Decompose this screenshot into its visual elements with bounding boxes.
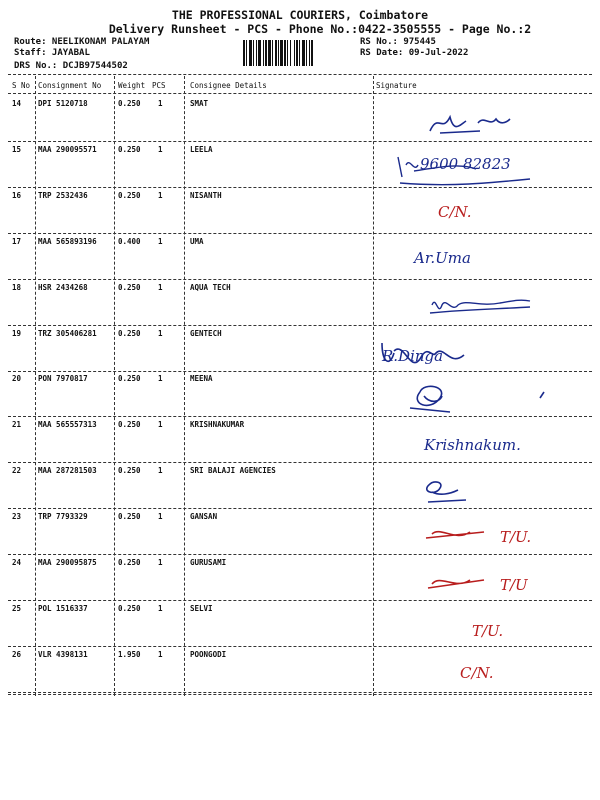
table-row: [0, 97, 600, 143]
row-divider: [8, 371, 592, 372]
row-divider: [8, 233, 592, 234]
row-pcs: 1: [158, 558, 163, 567]
staff-label: Staff: JAYABAL: [14, 48, 90, 58]
column-header-weight: Weight: [118, 81, 146, 90]
barcode-image: [243, 40, 353, 66]
row-consignment-no: MAA 290095571: [38, 144, 97, 154]
row-consignment-no: DPI 5120718: [38, 99, 88, 108]
row-consignee: UMA: [190, 236, 204, 246]
row-sno: 19: [12, 328, 22, 338]
table-row: [0, 189, 600, 235]
row-divider: [8, 462, 592, 463]
row-sno: 25: [12, 603, 22, 613]
row-consignment-no: POL 1516337: [38, 603, 88, 613]
rs-number: RS No.: 975445: [360, 37, 436, 47]
signature-text: T/U.: [500, 528, 532, 547]
route-label: Route: NEELIKONAM PALAYAM: [14, 37, 150, 47]
table-row: [0, 143, 600, 189]
row-sno: 17: [12, 236, 22, 246]
table-row: [0, 556, 600, 602]
row-weight: 0.250: [118, 282, 141, 292]
row-consignee: MEENA: [190, 374, 213, 384]
row-sno: 20: [12, 374, 22, 384]
row-sno: 18: [12, 282, 22, 292]
row-sno: 14: [12, 99, 22, 108]
row-consignment-no: MAA 290095875: [38, 558, 97, 567]
row-consignee: SELVI: [190, 603, 213, 613]
column-header-consignment: Consignment No: [38, 81, 102, 90]
table-row: [0, 648, 600, 694]
row-consignment-no: TRP 7793329: [38, 512, 88, 522]
row-divider: [8, 325, 592, 326]
row-consignment-no: PON 7970817: [38, 374, 88, 384]
row-sno: 23: [12, 512, 22, 522]
row-pcs: 1: [158, 512, 163, 522]
table-row: [0, 602, 600, 648]
signature-text: C/N.: [438, 202, 472, 221]
row-sno: 16: [12, 190, 22, 200]
table-row: [0, 418, 600, 464]
document-subtitle: Delivery Runsheet - PCS - Phone No.:0422-3505555 - Page No.:2: [108, 22, 532, 36]
row-divider: [8, 141, 592, 142]
table-row: [0, 464, 600, 510]
row-divider: [8, 554, 592, 555]
row-weight: 0.250: [118, 99, 141, 108]
drs-number: DRS No.: DCJB97544502: [14, 61, 128, 71]
row-consignee: GURUSAMI: [190, 558, 227, 567]
column-header-sno: S No: [12, 81, 31, 90]
row-consignment-no: MAA 565557313: [38, 420, 97, 430]
document-title: THE PROFESSIONAL COURIERS, Coimbatore: [171, 8, 429, 22]
row-consignment-no: MAA 287281503: [38, 466, 97, 476]
signature-text: Krishnakum.: [424, 436, 521, 455]
row-weight: 0.250: [118, 144, 141, 154]
row-pcs: 1: [158, 420, 163, 430]
table-row: [0, 510, 600, 556]
rs-date: RS Date: 09-Jul-2022: [360, 48, 469, 58]
signature-text: T/U: [500, 576, 528, 594]
row-pcs: 1: [158, 374, 163, 384]
row-pcs: 1: [158, 236, 163, 246]
row-pcs: 1: [158, 603, 163, 613]
row-weight: 0.250: [118, 190, 141, 200]
signature-text: Ar.Uma: [414, 248, 471, 267]
column-header-consignee: Consignee Details: [190, 81, 267, 90]
row-weight: 0.250: [118, 512, 141, 522]
row-consignee: GENTECH: [190, 328, 222, 338]
row-pcs: 1: [158, 99, 163, 108]
row-pcs: 1: [158, 282, 163, 292]
signature-text: R.Dinga: [382, 346, 444, 365]
row-consignee: POONGODI: [190, 649, 227, 659]
row-consignee: SMAT: [190, 99, 209, 108]
row-weight: 0.250: [118, 374, 141, 384]
row-consignment-no: HSR 2434268: [38, 282, 88, 292]
signature-text: T/U.: [472, 621, 504, 640]
row-consignment-no: TRP 2532436: [38, 190, 88, 200]
row-weight: 0.250: [118, 558, 141, 567]
row-divider: [8, 416, 592, 417]
row-consignee: SRI BALAJI AGENCIES: [190, 466, 276, 476]
row-sno: 26: [12, 649, 22, 659]
table-row: [0, 327, 600, 373]
column-header-signature: Signature: [376, 81, 417, 90]
row-sno: 22: [12, 466, 22, 476]
row-consignment-no: MAA 565893196: [38, 236, 97, 246]
table-row: [0, 281, 600, 327]
row-pcs: 1: [158, 328, 163, 338]
row-sno: 24: [12, 558, 22, 567]
row-pcs: 1: [158, 649, 163, 659]
row-weight: 0.400: [118, 236, 141, 246]
row-sno: 15: [12, 144, 22, 154]
row-weight: 0.250: [118, 603, 141, 613]
row-sno: 21: [12, 420, 22, 430]
row-divider: [8, 646, 592, 647]
row-divider: [8, 508, 592, 509]
column-header-pcs: PCS: [152, 81, 166, 90]
row-consignee: AQUA TECH: [190, 282, 231, 292]
row-pcs: 1: [158, 190, 163, 200]
signature-text: C/N.: [460, 663, 494, 682]
row-divider: [8, 279, 592, 280]
row-weight: 0.250: [118, 420, 141, 430]
row-consignment-no: VLR 4398131: [38, 649, 88, 659]
row-weight: 0.250: [118, 466, 141, 476]
header-divider: [8, 93, 592, 94]
table-row: [0, 372, 600, 418]
row-divider: [8, 692, 592, 693]
row-divider: [8, 600, 592, 601]
row-consignee: LEELA: [190, 144, 213, 154]
row-weight: 1.950: [118, 649, 141, 659]
row-divider: [8, 187, 592, 188]
row-pcs: 1: [158, 144, 163, 154]
row-consignee: GANSAN: [190, 512, 218, 522]
row-pcs: 1: [158, 466, 163, 476]
signature-text: 9600 82823: [420, 154, 511, 173]
row-weight: 0.250: [118, 328, 141, 338]
row-consignment-no: TRZ 305406281: [38, 328, 97, 338]
table-row: [0, 235, 600, 281]
row-consignee: KRISHNAKUMAR: [190, 420, 245, 430]
row-consignee: NISANTH: [190, 190, 222, 200]
table-top-border: [8, 74, 592, 75]
